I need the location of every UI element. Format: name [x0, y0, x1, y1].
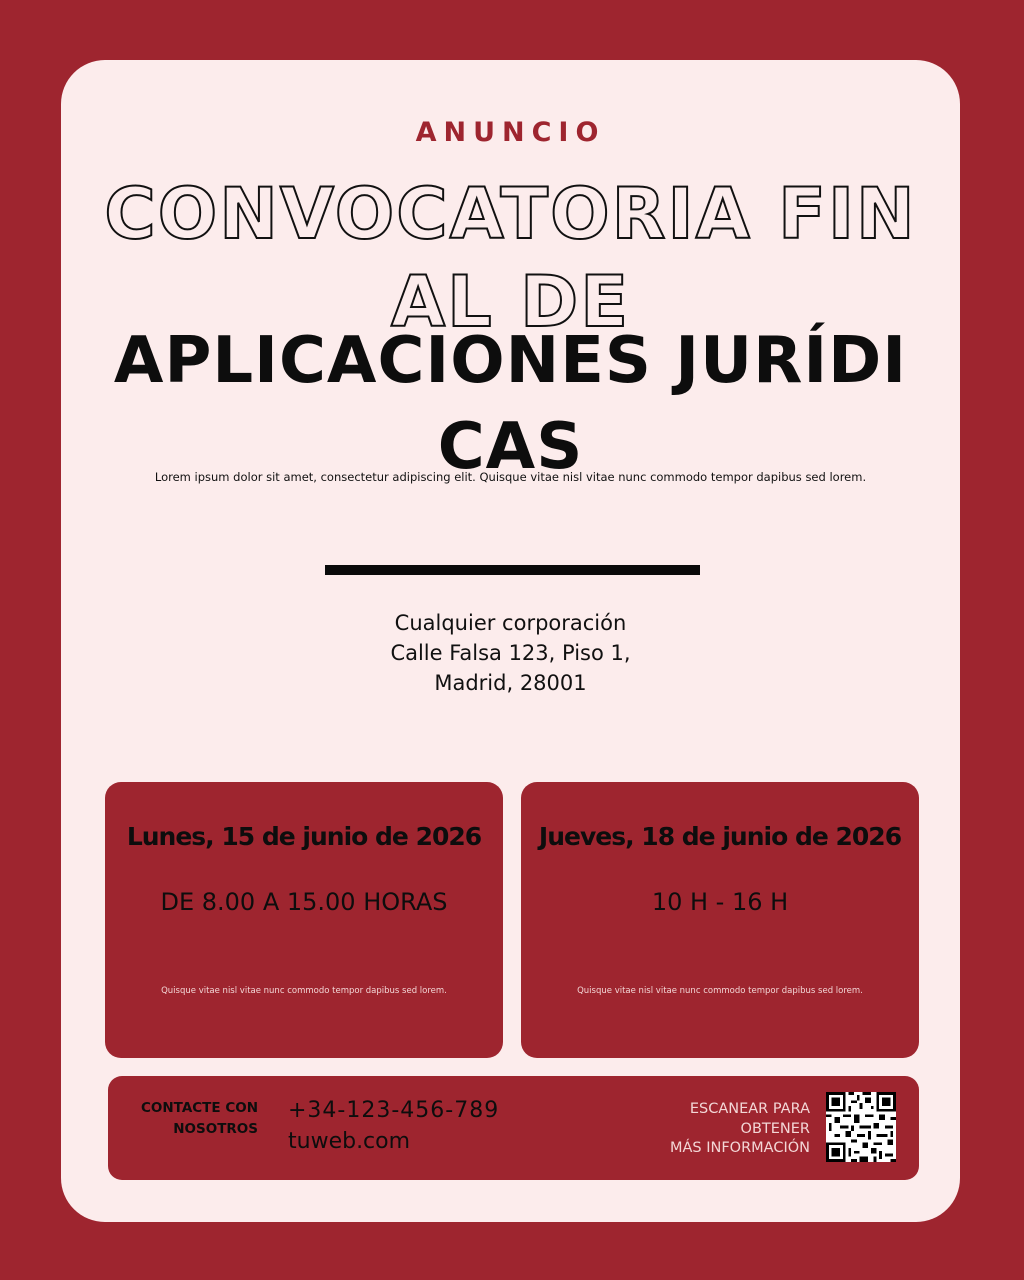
schedule-note: Quisque vitae nisl vitae nunc commodo tempor dapibus sed lorem. — [161, 986, 447, 996]
address-line-2: Calle Falsa 123, Piso 1, — [390, 641, 631, 665]
contact-bar — [108, 1076, 919, 1180]
schedule-box-thursday — [521, 782, 919, 1058]
schedule-time: 10 H - 16 H — [651, 888, 789, 916]
contact-website[interactable]: tuweb.com — [288, 1129, 411, 1154]
announcement-card — [61, 60, 960, 1222]
schedule-date: Jueves, 18 de junio de 2026 — [538, 822, 902, 851]
contact-phone[interactable]: +34-123-456-789 — [288, 1098, 500, 1123]
address-line-1: Cualquier corporación — [394, 611, 627, 635]
schedule-date: Lunes, 15 de junio de 2026 — [126, 822, 482, 851]
description-text: Lorem ipsum dolor sit amet, consectetur adipiscing elit. Quisque vitae nisl vitae nunc commodo tempor dapibus sed lorem. — [154, 470, 867, 484]
scan-instructions — [638, 1100, 810, 1159]
scan-line-2: OBTENER — [740, 1120, 810, 1137]
contact-label: CONTACTE CON NOSOTROS — [140, 1100, 258, 1137]
address-line-3: Madrid, 28001 — [434, 671, 587, 695]
schedule-box-monday — [105, 782, 503, 1058]
scan-line-3: MÁS INFORMACIÓN — [669, 1140, 810, 1156]
schedule-note: Quisque vitae nisl vitae nunc commodo tempor dapibus sed lorem. — [577, 986, 863, 996]
qr-code-icon[interactable] — [826, 1092, 896, 1162]
title-outline-text: CONVOCATORIA FINAL DE — [104, 173, 917, 343]
scan-line-1: ESCANEAR PARA — [689, 1101, 810, 1117]
address-block — [61, 608, 960, 698]
title-solid-text: APLICACIONES JURÍDICAS — [113, 324, 908, 484]
schedule-time: DE 8.00 A 15.00 HORAS — [160, 888, 448, 916]
divider-bar — [325, 565, 700, 575]
announcement-kicker: ANUNCIO — [415, 117, 606, 148]
